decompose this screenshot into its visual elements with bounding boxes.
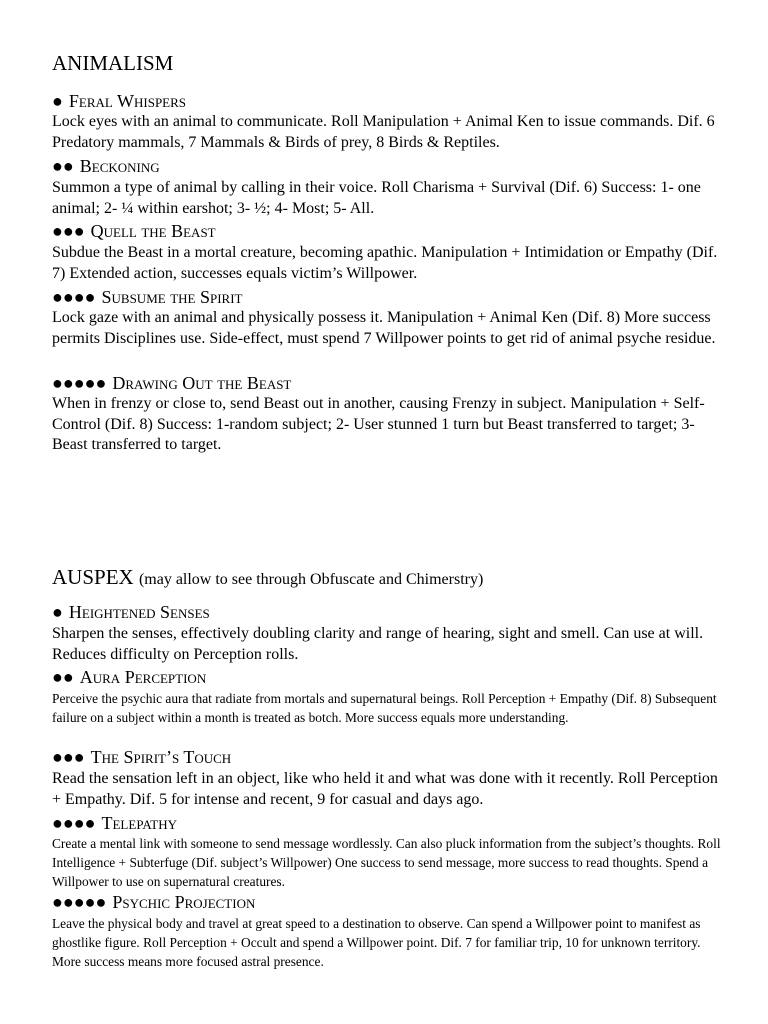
dot-rating: ●●●● [52,813,96,833]
power-name: Drawing Out the Beast [112,373,292,393]
animalism-title: ANIMALISM [52,51,174,75]
power-title-heightened-senses [52,601,210,623]
power-title-aura-perception [52,666,206,688]
power-name: Feral Whispers [68,91,187,111]
power-description: Create a mental link with someone to send message wordlessly. Can also pluck information from the subject’s thoughts. Roll Intelligence + Subterfuge (Dif. subject’s Willpower) One success to send message, more success to read thoughts. Spend a Willpower to use on supernatural creatures. [52,836,721,889]
dot-rating: ●●● [52,221,85,241]
section-title-auspex [52,565,483,592]
dot-rating: ●●●● [52,287,96,307]
power-title-telepathy [52,812,177,834]
power-name: The Spirit’s Touch [90,747,232,767]
power-name: Telepathy [101,813,178,833]
power-name: Aura Perception [79,667,207,687]
power-name: Psychic Projection [112,892,256,912]
power-title-the-spirits-touch [52,746,231,768]
power-description: Subdue the Beast in a mortal creature, becoming apathic. Manipulation + Intimidation or Empathy (Dif. 7) Extended action, successes equals victim’s Willpower. [52,244,718,282]
power-title-drawing-out-the-beast [52,372,291,394]
power-description: Summon a type of animal by calling in their voice. Roll Charisma + Survival (Dif. 6) Success: 1- one animal; 2- ¼ within earshot; 3- ½; 4- Most; 5- All. [52,179,701,217]
section-title-animalism [52,51,173,75]
power-title-feral-whispers [52,90,186,112]
power-description: Leave the physical body and travel at great speed to a destination to observe. Can spend a Willpower point to manifest as ghostlike figure. Roll Perception + Occult and spend a Willpower point. Dif. 7 for familiar trip, 10 for unknown territory. More success means more focused astral presence. [52,916,701,969]
power-description: Lock eyes with an animal to communicate. Roll Manipulation + Animal Ken to issue commands. Dif. 6 Predatory mammals, 7 Mammals & Birds of prey, 8 Birds & Reptiles. [52,113,715,151]
auspex-title: AUSPEX [52,565,134,589]
dot-rating: ● [52,91,63,111]
power-description: Read the sensation left in an object, like who held it and what was done with it recently. Roll Perception + Empathy. Dif. 5 for intense and recent, 9 for casual and days ago. [52,770,718,808]
dot-rating: ●●● [52,747,85,767]
power-title-quell-the-beast [52,220,216,242]
dot-rating: ●●●●● [52,892,107,912]
power-title-beckoning [52,155,160,177]
auspex-note: (may allow to see through Obfuscate and Chimerstry) [138,571,484,588]
dot-rating: ●●●●● [52,373,107,393]
power-name: Subsume the Spirit [101,287,243,307]
power-name: Beckoning [79,156,160,176]
dot-rating: ●● [52,667,74,687]
power-title-psychic-projection [52,891,255,913]
power-name: Quell the Beast [90,221,216,241]
power-description: When in frenzy or close to, send Beast out in another, causing Frenzy in subject. Manipulation + Self-Control (Dif. 8) Success: 1-random subject; 2- User stunned 1 turn but Beast transferred to target; 3-Beast transferred to target. [52,395,705,453]
dot-rating: ● [52,602,63,622]
power-title-subsume-the-spirit [52,286,242,308]
power-description: Perceive the psychic aura that radiate from mortals and supernatural beings. Roll Perception + Empathy (Dif. 8) Subsequent failure on a subject within a month is treated as botch. More success equals more understanding. [52,691,717,725]
dot-rating: ●● [52,156,74,176]
power-description: Sharpen the senses, effectively doubling clarity and range of hearing, sight and smell. Can use at will. Reduces difficulty on Perception rolls. [52,625,704,663]
power-name: Heightened Senses [68,602,210,622]
power-description: Lock gaze with an animal and physically possess it. Manipulation + Animal Ken (Dif. 8) More success permits Disciplines use. Side-effect, must spend 7 Willpower points to get rid of animal psyche residue. [52,309,716,347]
